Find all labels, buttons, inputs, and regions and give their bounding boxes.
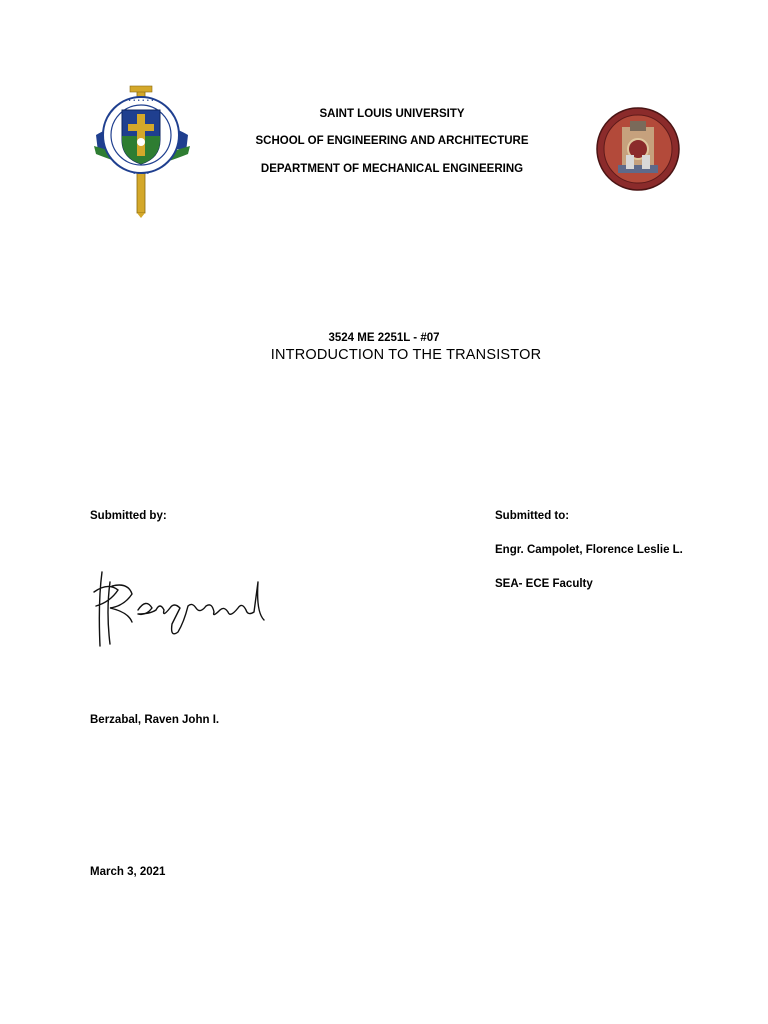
svg-text:• • • •: • • • • [132, 171, 150, 177]
recipient-role: SEA- ECE Faculty [495, 578, 593, 590]
school-of-engineering-seal-icon [596, 107, 680, 191]
svg-text:• • • • • •: • • • • • • [128, 98, 154, 104]
course-code: 3524 ME 2251L - #07 [328, 332, 440, 344]
document-title: INTRODUCTION TO THE TRANSISTOR [270, 347, 542, 363]
department-name: DEPARTMENT OF MECHANICAL ENGINEERING [260, 163, 524, 175]
submitted-to-label: Submitted to: [495, 510, 570, 522]
recipient-name: Engr. Campolet, Florence Leslie L. [495, 544, 683, 556]
university-name: SAINT LOUIS UNIVERSITY [319, 108, 465, 120]
school-name: SCHOOL OF ENGINEERING AND ARCHITECTURE [255, 135, 529, 147]
submitter-name: Berzabal, Raven John I. [90, 714, 220, 726]
saint-louis-university-seal-icon [92, 80, 192, 220]
submitted-by-label: Submitted by: [90, 510, 167, 522]
signature [88, 562, 300, 654]
submission-date: March 3, 2021 [90, 866, 166, 878]
